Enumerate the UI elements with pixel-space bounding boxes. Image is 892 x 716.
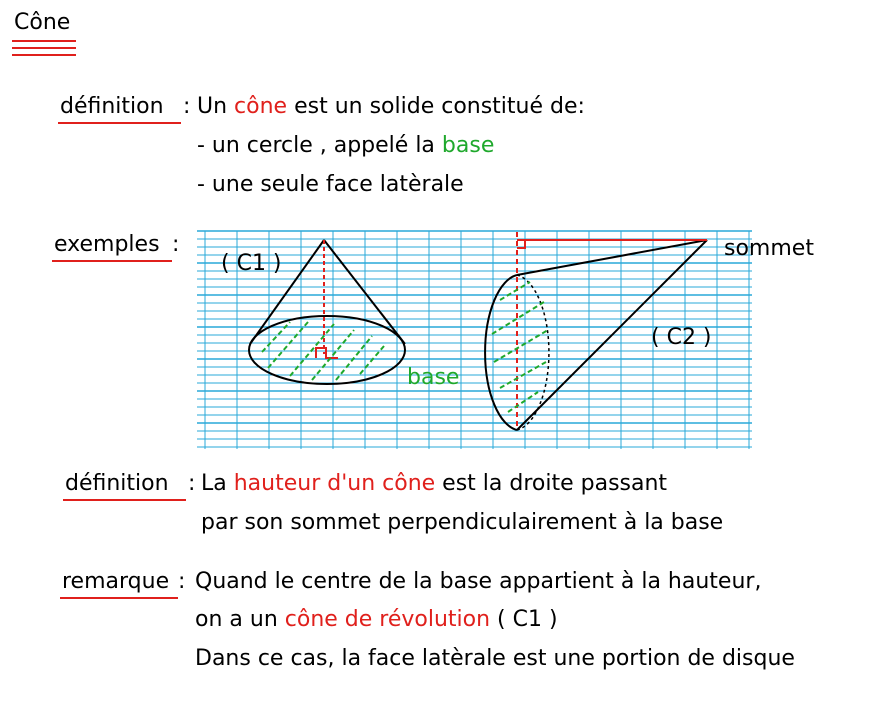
sommet-label: sommet (724, 236, 814, 261)
remarque-colon: : (178, 569, 186, 594)
page-title: Cône (14, 10, 71, 35)
definition2-line1-end: est la droite passant (435, 471, 668, 496)
examples-colon: : (172, 232, 180, 257)
remarque-line1: Quand le centre de la base appartient à la hauteur, (195, 569, 762, 594)
remarque-line3: Dans ce cas, la face latèrale est une portion de disque (195, 646, 795, 671)
definition1-line1-end: est un solide constitué de: (287, 94, 585, 119)
term-hauteur: hauteur d'un cône (233, 471, 436, 496)
definition2-line2: par son sommet perpendiculairement à la base (201, 510, 724, 535)
remarque-underline (60, 597, 178, 599)
definition1-line2-start: - un cercle , appelé la (197, 133, 442, 158)
definition2-underline (63, 499, 186, 501)
definition2-line1 (201, 471, 667, 497)
term-cone: cône (234, 94, 288, 119)
remarque-line2-end: ( C1 ) (490, 607, 558, 632)
term-cone-revolution: cône de révolution (284, 607, 491, 632)
definition1-label: définition (60, 94, 164, 119)
term-base: base (441, 133, 495, 158)
examples-label: exemples (54, 232, 160, 257)
definition1-line1-start: Un (197, 94, 235, 119)
definition2-line1-start: La (201, 471, 234, 496)
definition2-colon: : (188, 471, 196, 496)
c2-label: ( C2 ) (651, 325, 712, 350)
remarque-line2-start: on a un (195, 607, 285, 632)
c1-label: ( C1 ) (221, 251, 282, 276)
remarque-line2 (195, 607, 558, 633)
definition1-colon: : (183, 94, 191, 119)
base-label: base (407, 365, 460, 390)
definition2-label: définition (65, 471, 169, 496)
remarque-label: remarque (62, 569, 170, 594)
definition1-line3: - une seule face latèrale (197, 172, 464, 197)
